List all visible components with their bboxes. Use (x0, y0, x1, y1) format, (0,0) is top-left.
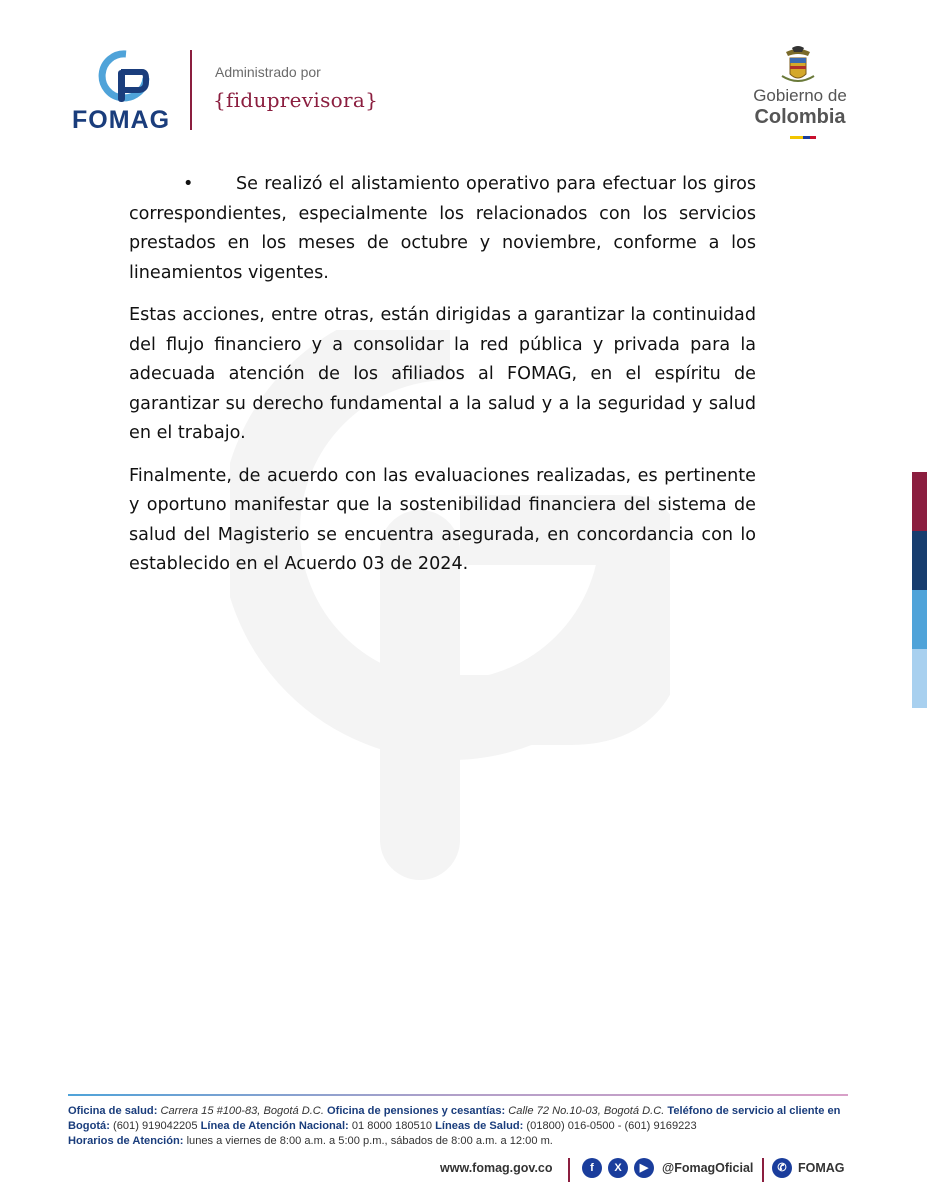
bullet-paragraph (129, 170, 756, 288)
footer-separator (762, 1158, 764, 1182)
fomag-logo-icon (96, 48, 150, 104)
administrado-label: Administrado por (215, 64, 321, 80)
side-bar-1 (912, 472, 927, 531)
lineas-salud-value: (01800) 016-0500 - (601) 9169223 (526, 1120, 697, 1132)
horarios-value: lunes a viernes de 8:00 a.m. a 5:00 p.m., sábados de 8:00 a.m. a 12:00 m. (186, 1135, 553, 1147)
telefono-label: Teléfono de servicio al cliente en Bogotá: (68, 1105, 841, 1132)
side-bar-2 (912, 531, 927, 590)
linea-nacional-label: Línea de Atención Nacional: (200, 1120, 349, 1132)
pensiones-value: Calle 72 No.10-03, Bogotá D.C. (508, 1105, 665, 1117)
paragraph-3: Finalmente, de acuerdo con las evaluaciones realizadas, es pertinente y oportuno manifestar que la sostenibilidad financiera del sistema de salud del Magisterio se encuentra asegurada, en concordancia con lo establecido en el Acuerdo 03 de 2024. (129, 465, 756, 574)
page-header (0, 0, 927, 150)
salud-value: Carrera 15 #100-83, Bogotá D.C. (160, 1105, 324, 1117)
side-bar-3 (912, 590, 927, 649)
lineas-salud-label: Líneas de Salud: (435, 1120, 524, 1132)
facebook-icon[interactable]: f (582, 1158, 602, 1178)
footer-social (440, 1156, 860, 1184)
header-divider (190, 50, 192, 130)
linea-nacional-value: 01 8000 180510 (351, 1120, 433, 1132)
gov-line1: Gobierno de (753, 86, 847, 105)
salud-label: Oficina de salud: (68, 1105, 158, 1117)
fomag-wordmark: FOMAG (71, 106, 171, 134)
coat-of-arms-icon (778, 46, 818, 88)
telefono-value: (601) 919042205 (113, 1120, 198, 1132)
flag-stripe (790, 136, 816, 139)
gov-line2: Colombia (754, 106, 846, 128)
social-handle[interactable]: @FomagOficial (662, 1161, 754, 1175)
gobierno-colombia-logo (740, 46, 860, 146)
footer-contact-info (68, 1104, 858, 1149)
footer-rule (68, 1094, 848, 1096)
website-link[interactable]: www.fomag.gov.co (440, 1161, 553, 1175)
horarios-label: Horarios de Atención: (68, 1135, 184, 1147)
bullet-dot: • (183, 174, 194, 194)
whatsapp-label[interactable]: FOMAG (798, 1161, 845, 1175)
bullet-text: Se realizó el alistamiento operativo para efectuar los giros correspondientes, especialmente los relacionados con los servicios prestados en los meses de octubre y noviembre, conforme a los lineamientos vigentes. (129, 174, 756, 283)
pensiones-label: Oficina de pensiones y cesantías: (327, 1105, 506, 1117)
fiduprevisora-logo: {fiduprevisora} (213, 88, 379, 112)
fomag-logo[interactable] (66, 48, 176, 138)
document-body (129, 170, 756, 593)
whatsapp-icon[interactable]: ✆ (772, 1158, 792, 1178)
footer-separator (568, 1158, 570, 1182)
x-icon[interactable]: X (608, 1158, 628, 1178)
youtube-icon[interactable]: ▶ (634, 1158, 654, 1178)
paragraph-2: Estas acciones, entre otras, están dirigidas a garantizar la continuidad del flujo financiero y a consolidar la red pública y privada para la adecuada atención de los afiliados al FOMAG, en el espíritu de garantizar su derecho fundamental a la salud y a la seguridad y salud en el trabajo. (129, 305, 756, 443)
side-bar-4 (912, 649, 927, 708)
